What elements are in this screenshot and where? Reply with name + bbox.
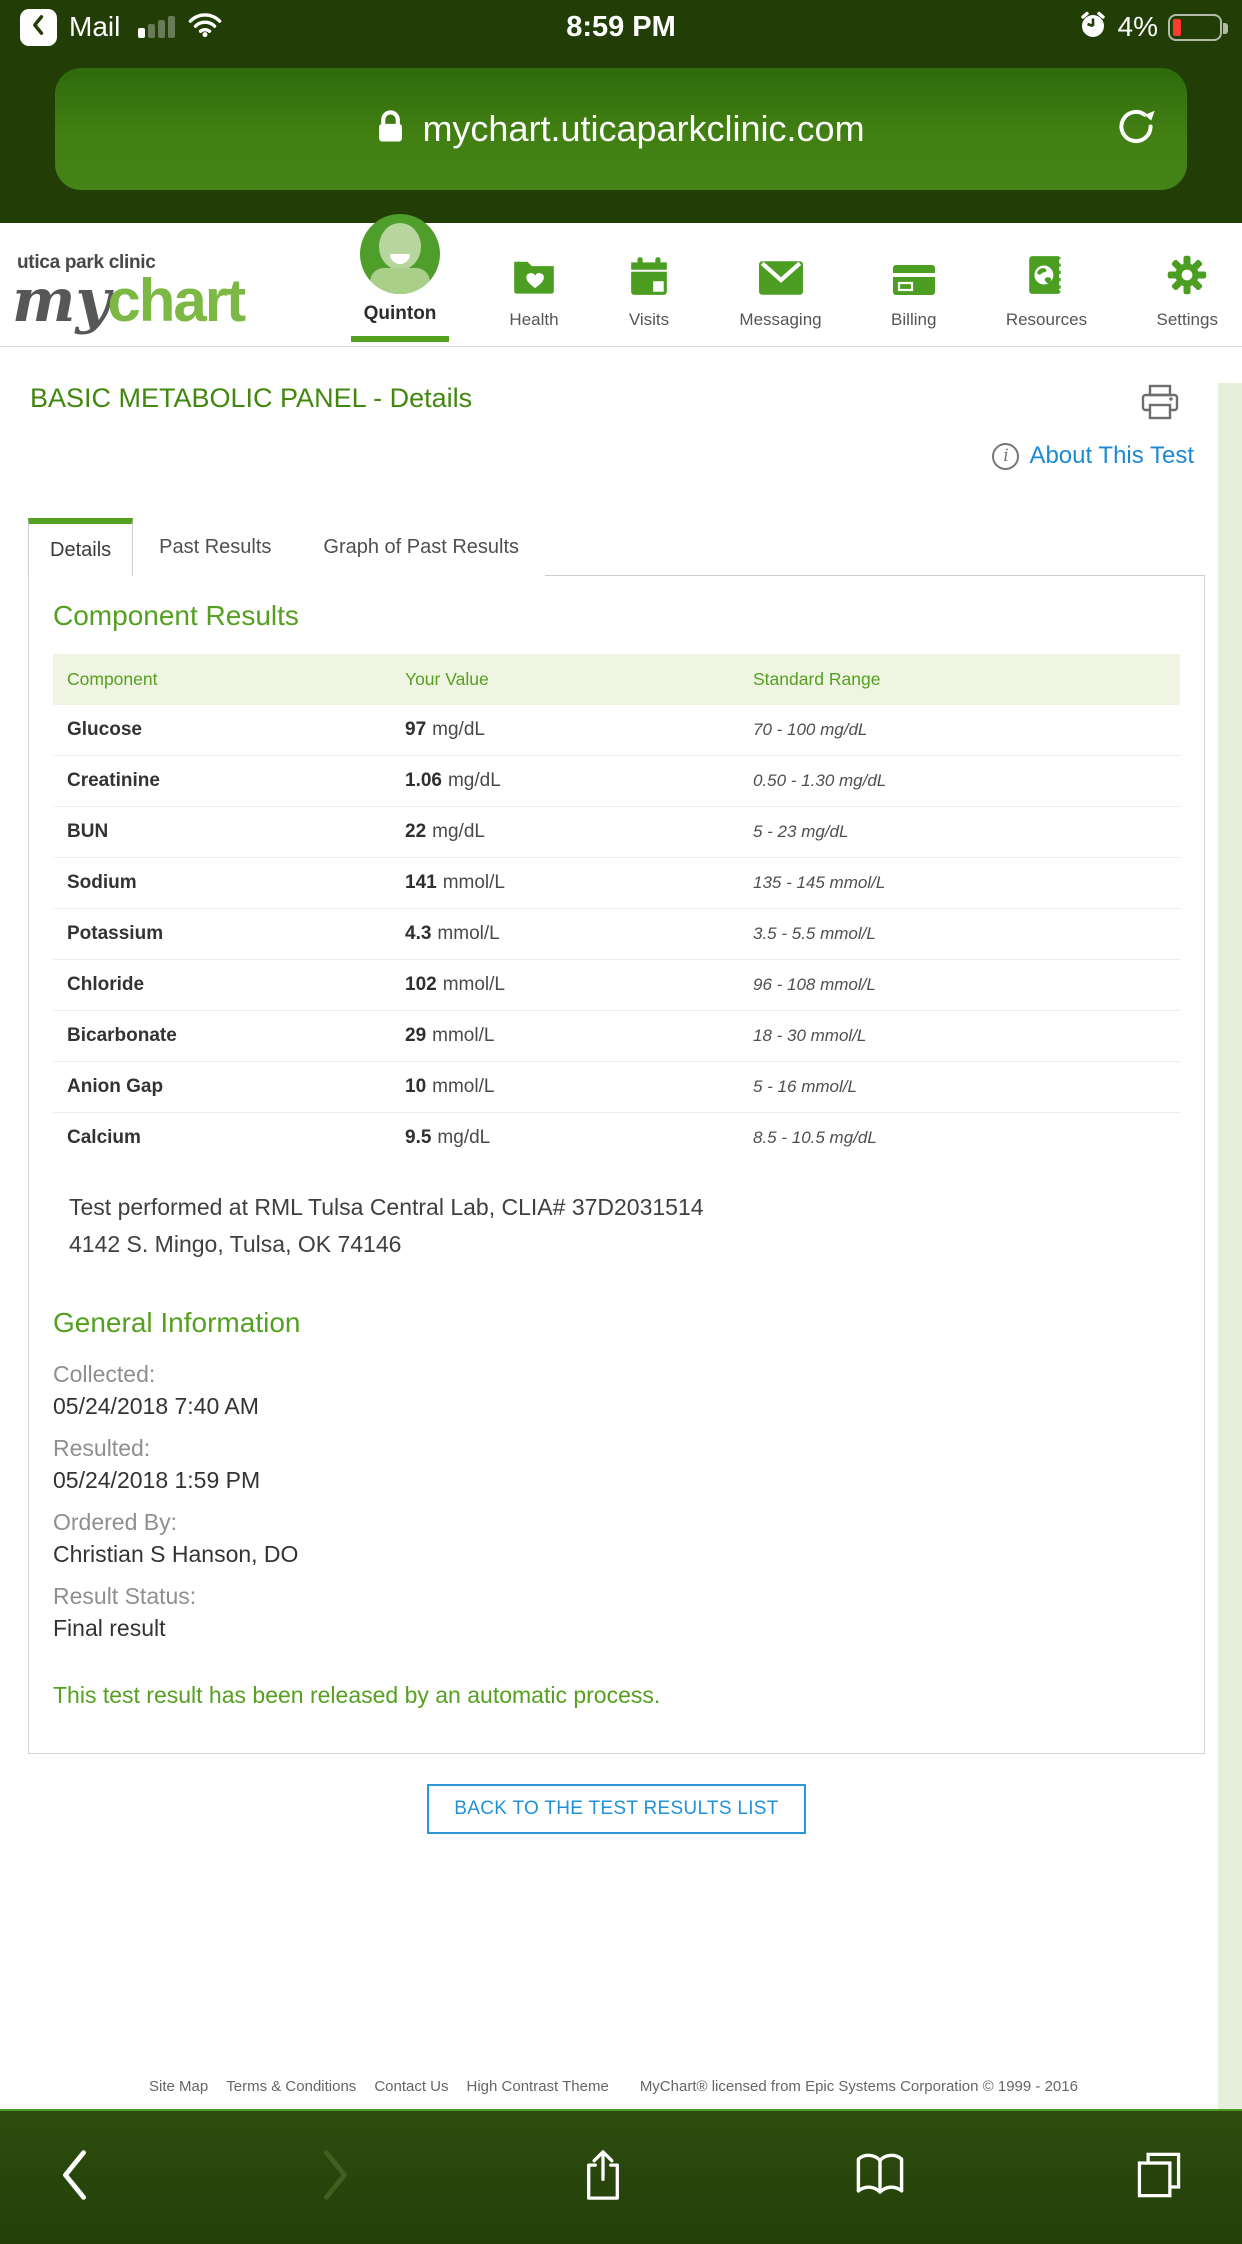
info-field-value: Christian S Hanson, DO [53,1541,299,1567]
chevron-right-icon [320,2148,352,2207]
component-name: Anion Gap [67,1076,164,1097]
results-table-header [53,654,1180,705]
lab-note-line2: 4142 S. Mingo, Tulsa, OK 74146 [69,1231,402,1257]
lab-note [69,1189,1180,1263]
battery-icon [1168,14,1222,41]
component-name: BUN [67,821,109,842]
table-row [53,807,1180,858]
info-icon: i [992,443,1019,470]
component-value: 102 mmol/L [405,974,505,995]
table-row [53,1011,1180,1062]
nav-label: Settings [1156,310,1218,329]
info-field-value: 05/24/2018 1:59 PM [53,1467,261,1493]
scrollbar-track [1218,383,1242,2109]
page-content [0,383,1242,2109]
component-name: Glucose [67,719,142,740]
book-globe-icon [1025,254,1067,301]
info-field-value: 05/24/2018 7:40 AM [53,1393,259,1419]
back-to-results-button[interactable]: BACK TO THE TEST RESULTS LIST [427,1784,805,1834]
logo-chart: chart [107,267,245,334]
info-field-label: Collected: [53,1361,156,1387]
table-row [53,705,1180,756]
footer-link[interactable]: Terms & Conditions [226,2078,357,2095]
column-component: Component [67,669,158,689]
site-header [0,223,1242,347]
general-information-fields [53,1361,1180,1642]
status-bar [0,0,1242,54]
nav-item-visits[interactable] [628,256,670,346]
tab-filler [545,518,1205,576]
footer-links [140,2078,618,2095]
about-link-label: About This Test [1029,442,1194,469]
health-folder-icon [512,256,556,301]
component-standard-range: 135 - 145 mmol/L [753,873,886,892]
footer-link[interactable]: Site Map [149,2078,209,2095]
bookmarks-button[interactable] [855,2150,905,2205]
component-standard-range: 70 - 100 mg/dL [753,720,868,739]
tabs-icon [1134,2150,1184,2205]
lab-note-line1: Test performed at RML Tulsa Central Lab, CLIA# 37D2031514 [69,1194,704,1220]
info-field [53,1361,1180,1420]
table-row [53,858,1180,909]
tabs-button[interactable] [1134,2150,1184,2205]
info-field [53,1435,1180,1494]
envelope-icon [758,260,804,301]
component-name: Bicarbonate [67,1025,177,1046]
component-name: Calcium [67,1127,141,1148]
logo-my: my [12,266,111,336]
active-nav-underline [351,336,449,342]
browser-back-button[interactable] [58,2148,90,2207]
about-this-test-link[interactable] [0,442,1194,470]
calendar-icon [628,256,670,301]
address-bar[interactable] [55,68,1187,190]
component-value: 141 mmol/L [405,872,505,893]
component-name: Potassium [67,923,164,944]
back-to-app-label[interactable]: Mail [69,11,121,42]
component-results-heading: Component Results [53,600,299,631]
page-title: BASIC METABOLIC PANEL - Details [30,383,473,413]
component-value: 4.3 mmol/L [405,923,500,944]
nav-label: Billing [891,310,937,329]
component-value: 10 mmol/L [405,1076,495,1097]
component-name: Chloride [67,974,145,995]
browser-forward-button[interactable] [320,2148,352,2207]
component-value: 1.06 mg/dL [405,770,501,791]
browser-toolbar [0,2109,1242,2244]
component-standard-range: 0.50 - 1.30 mg/dL [753,771,887,790]
gear-icon [1166,254,1208,301]
component-standard-range: 5 - 16 mmol/L [753,1077,857,1096]
share-button[interactable] [581,2147,625,2208]
nav-item-billing[interactable] [891,264,936,346]
mychart-logo[interactable] [12,252,360,346]
share-icon [581,2147,625,2208]
nav-item-profile[interactable] [360,214,440,346]
column-your-value: Your Value [405,669,489,689]
tab-past-results[interactable]: Past Results [159,535,272,558]
component-standard-range: 8.5 - 10.5 mg/dL [753,1128,877,1147]
general-information-heading: General Information [53,1307,301,1338]
nav-label: Visits [628,310,670,329]
component-standard-range: 96 - 108 mmol/L [753,975,876,994]
print-icon[interactable] [1140,383,1180,428]
footer-link[interactable]: High Contrast Theme [466,2078,609,2095]
component-value: 22 mg/dL [405,821,485,842]
component-value: 9.5 mg/dL [405,1127,491,1148]
nav-label: Messaging [739,310,822,329]
footer-license: MyChart® licensed from Epic Systems Corporation © 1999 - 2016 [639,2078,1078,2095]
component-value: 29 mmol/L [405,1025,495,1046]
main-nav [360,214,1218,346]
component-standard-range: 18 - 30 mmol/L [753,1026,867,1045]
results-table-rows [53,705,1180,1163]
column-standard-range: Standard Range [753,669,881,689]
info-field-label: Ordered By: [53,1509,177,1535]
page-footer [0,2078,1218,2095]
nav-item-settings[interactable] [1157,254,1218,346]
info-field-label: Resulted: [53,1435,151,1461]
component-value: 97 mg/dL [405,719,485,740]
table-row [53,1113,1180,1163]
credit-card-icon [892,264,936,301]
table-row [53,1062,1180,1113]
refresh-icon[interactable] [1115,106,1157,153]
browser-chrome-top [0,0,1242,223]
results-table [53,654,1180,1163]
footer-link[interactable]: Contact Us [374,2078,449,2095]
nav-label: Quinton [363,303,437,324]
url-text: mychart.uticaparkclinic.com [422,108,865,149]
nav-item-messaging[interactable] [739,260,821,346]
component-standard-range: 5 - 23 mg/dL [753,822,849,841]
nav-item-health[interactable] [509,256,558,346]
component-name: Creatinine [67,770,160,791]
chevron-left-icon [58,2148,90,2207]
tab-details[interactable]: Details [28,518,133,576]
avatar-icon [360,214,440,294]
nav-item-resources[interactable] [1006,254,1087,346]
open-book-icon [855,2150,905,2205]
release-message: This test result has been released by an automatic process. [53,1682,661,1708]
component-standard-range: 3.5 - 5.5 mmol/L [753,924,876,943]
lock-icon [377,109,404,150]
clock-time: 8:59 PM [566,10,676,43]
table-row [53,909,1180,960]
info-field-label: Result Status: [53,1583,197,1609]
table-row [53,756,1180,807]
nav-label: Health [509,310,559,329]
alarm-clock-icon [1078,10,1108,45]
component-name: Sodium [67,872,137,893]
tab-graph-of-past-results[interactable]: Graph of Past Results [323,535,520,558]
battery-percentage: 4% [1117,11,1158,42]
nav-label: Resources [1005,310,1088,329]
table-row [53,960,1180,1011]
result-tabs [28,518,1205,576]
details-card [28,576,1205,1754]
info-field [53,1583,1180,1642]
info-field [53,1509,1180,1568]
info-field-value: Final result [53,1615,166,1641]
logo-clinic-name: utica park clinic [17,252,156,273]
